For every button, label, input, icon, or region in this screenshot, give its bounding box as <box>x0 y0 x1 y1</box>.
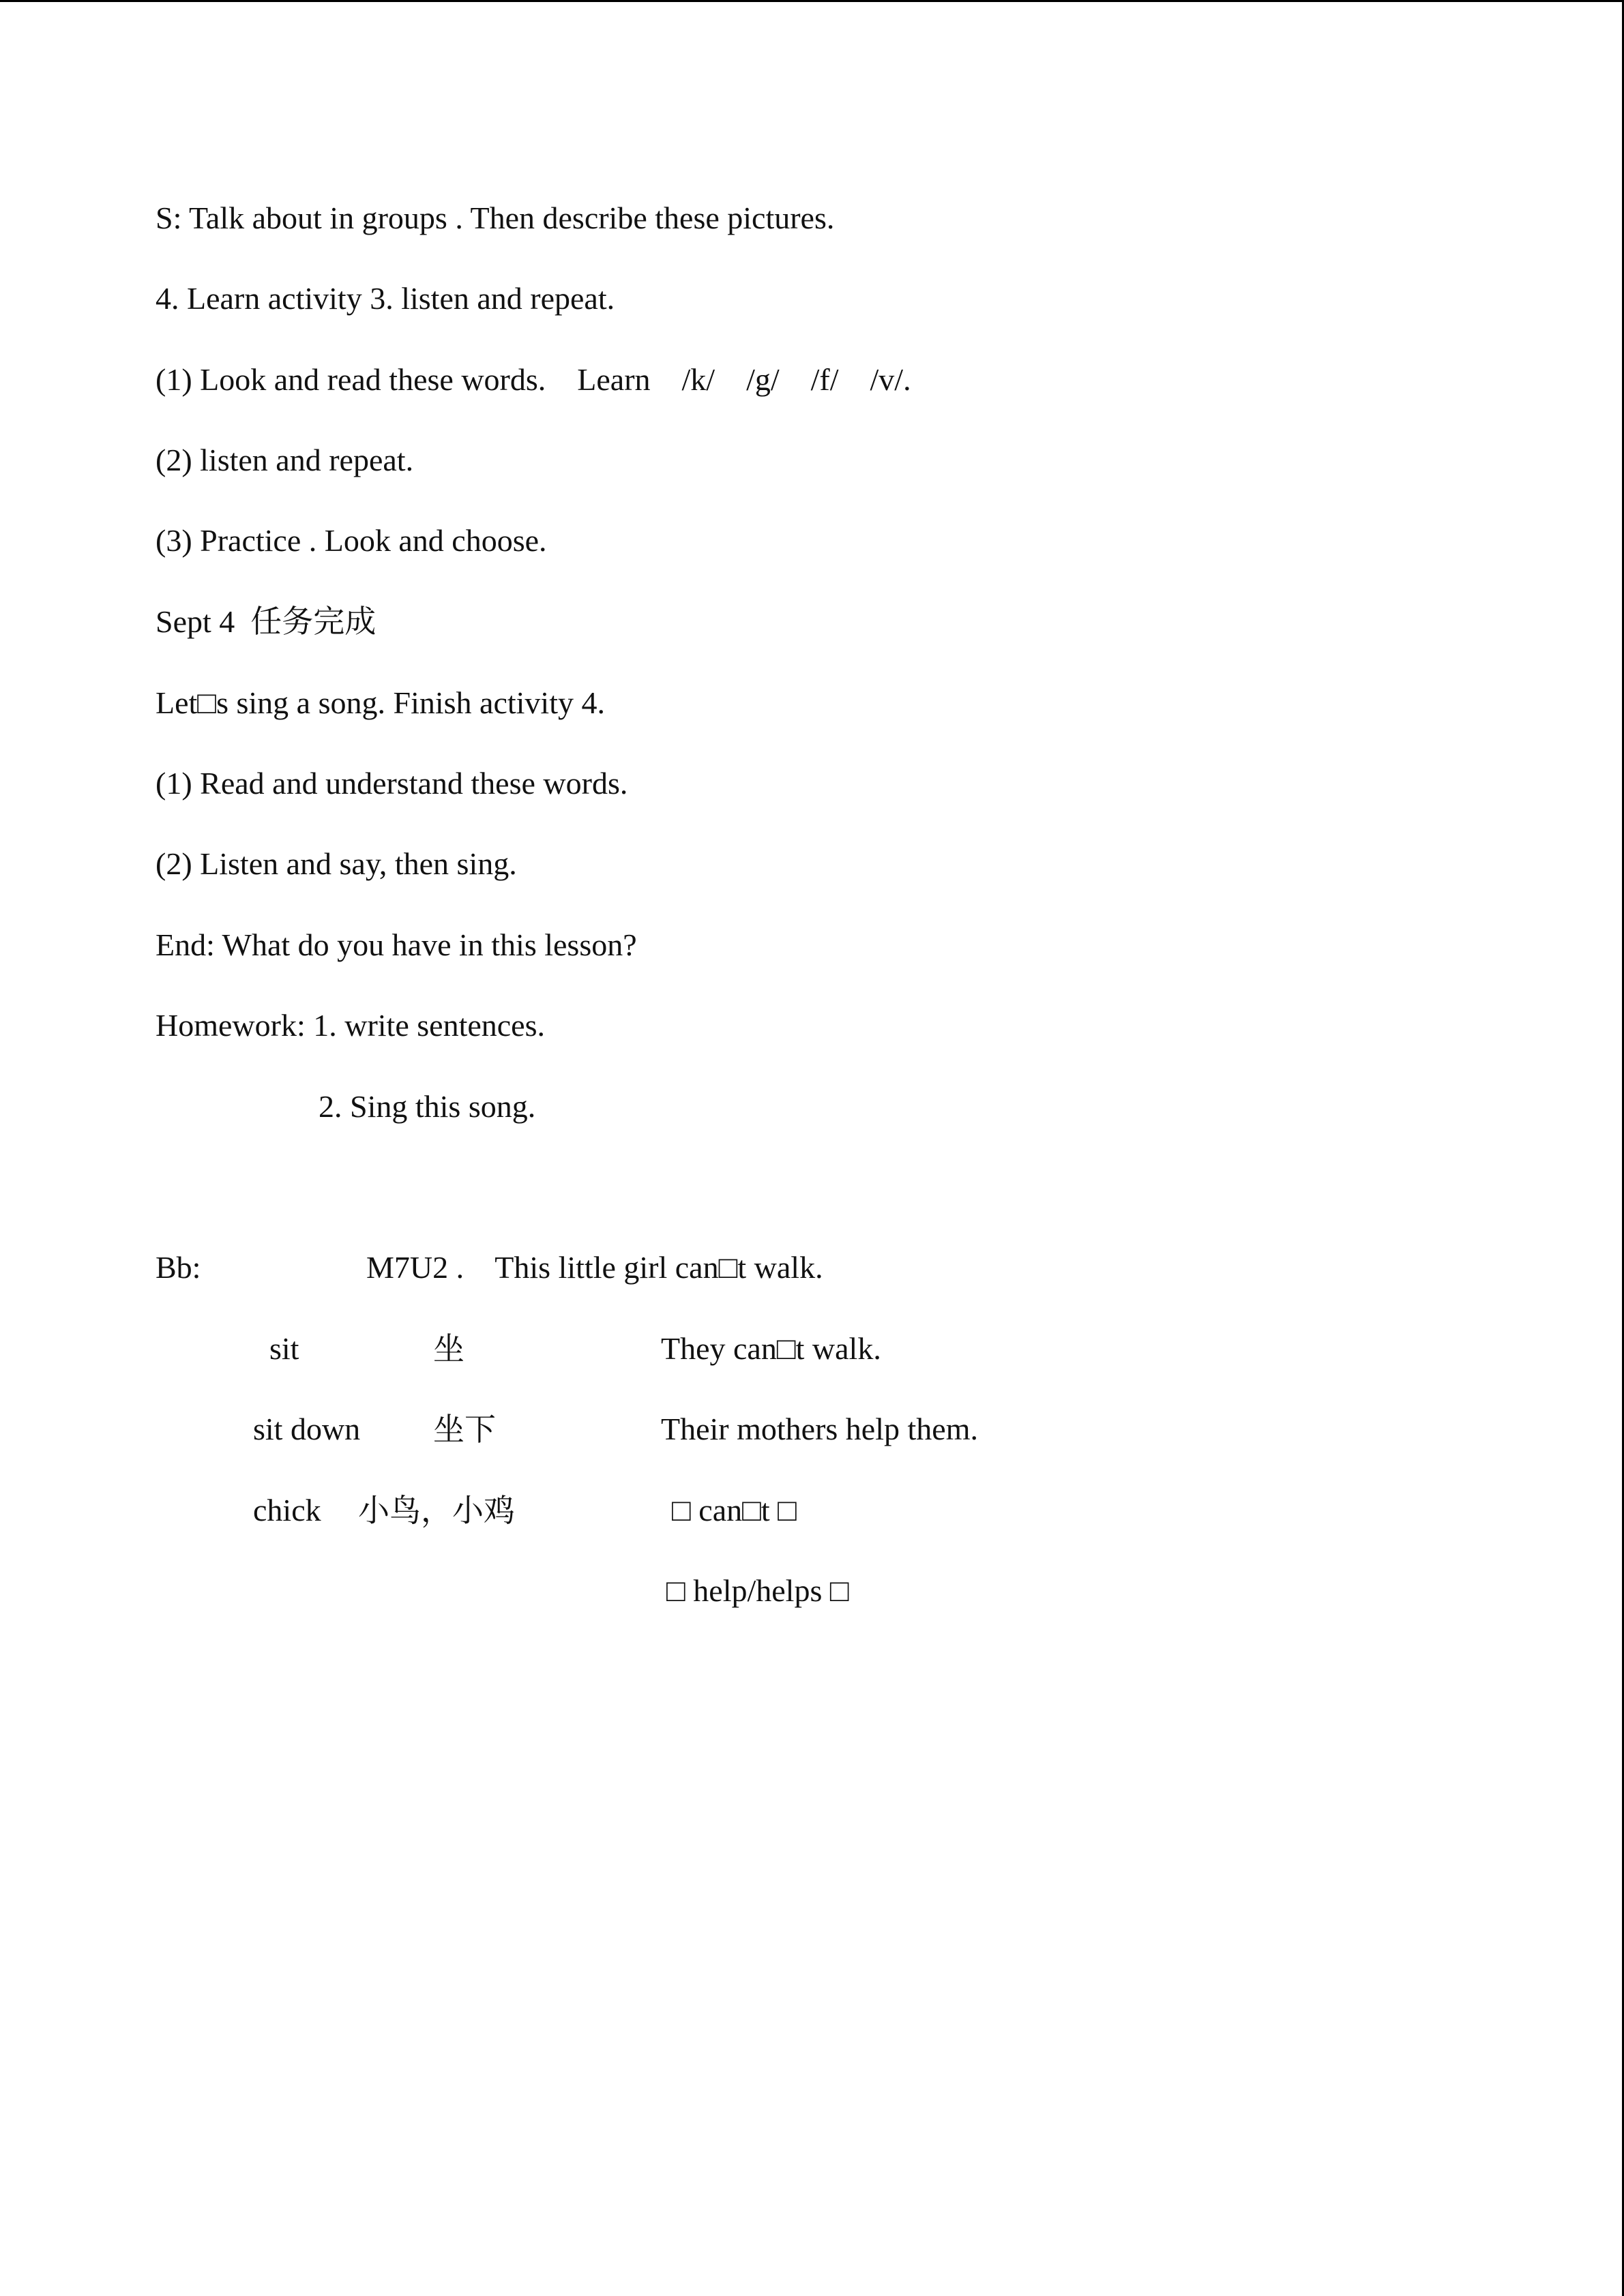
vocab-zh-sit-down: 坐下 <box>433 1411 496 1448</box>
text-line-3: (1) Look and read these words. Learn /k/ /g/ /f/ /v/. <box>156 362 911 397</box>
homework-line: Homework: 1. write sentences. <box>156 1008 546 1043</box>
board-sentence-2: Their mothers help them. <box>661 1412 978 1446</box>
text-line-9: (2) Listen and say, then sing. <box>156 846 517 881</box>
board-pattern-cant: □ can□t □ <box>672 1493 797 1527</box>
board-title: M7U2 . This little girl can□t walk. <box>366 1250 823 1285</box>
homework-item-2: 2. Sing this song. <box>319 1089 536 1124</box>
text-line-5: (3) Practice . Look and choose. <box>156 523 547 558</box>
vocab-en-chick: chick <box>253 1493 321 1527</box>
step-heading: Sept 4 任务完成 <box>156 604 377 639</box>
text-line-7: Let□s sing a song. Finish activity 4. <box>156 685 605 720</box>
vocab-zh-chick: 小鸟，小鸡 <box>358 1492 515 1529</box>
page-border-top <box>0 0 1624 2</box>
board-label: Bb: <box>156 1250 201 1285</box>
board-pattern-help: □ help/helps □ <box>666 1573 849 1608</box>
vocab-en-sit-down: sit down <box>253 1412 361 1446</box>
text-line-10: End: What do you have in this lesson? <box>156 927 637 962</box>
vocab-en-sit: sit <box>269 1331 299 1366</box>
text-line-8: (1) Read and understand these words. <box>156 766 628 801</box>
text-line-1: S: Talk about in groups . Then describe these pictures. <box>156 200 835 235</box>
text-line-4: (2) listen and repeat. <box>156 443 414 477</box>
vocab-zh-sit: 坐 <box>433 1330 464 1367</box>
text-line-2: 4. Learn activity 3. listen and repeat. <box>156 281 615 316</box>
board-sentence-1: They can□t walk. <box>661 1331 881 1366</box>
